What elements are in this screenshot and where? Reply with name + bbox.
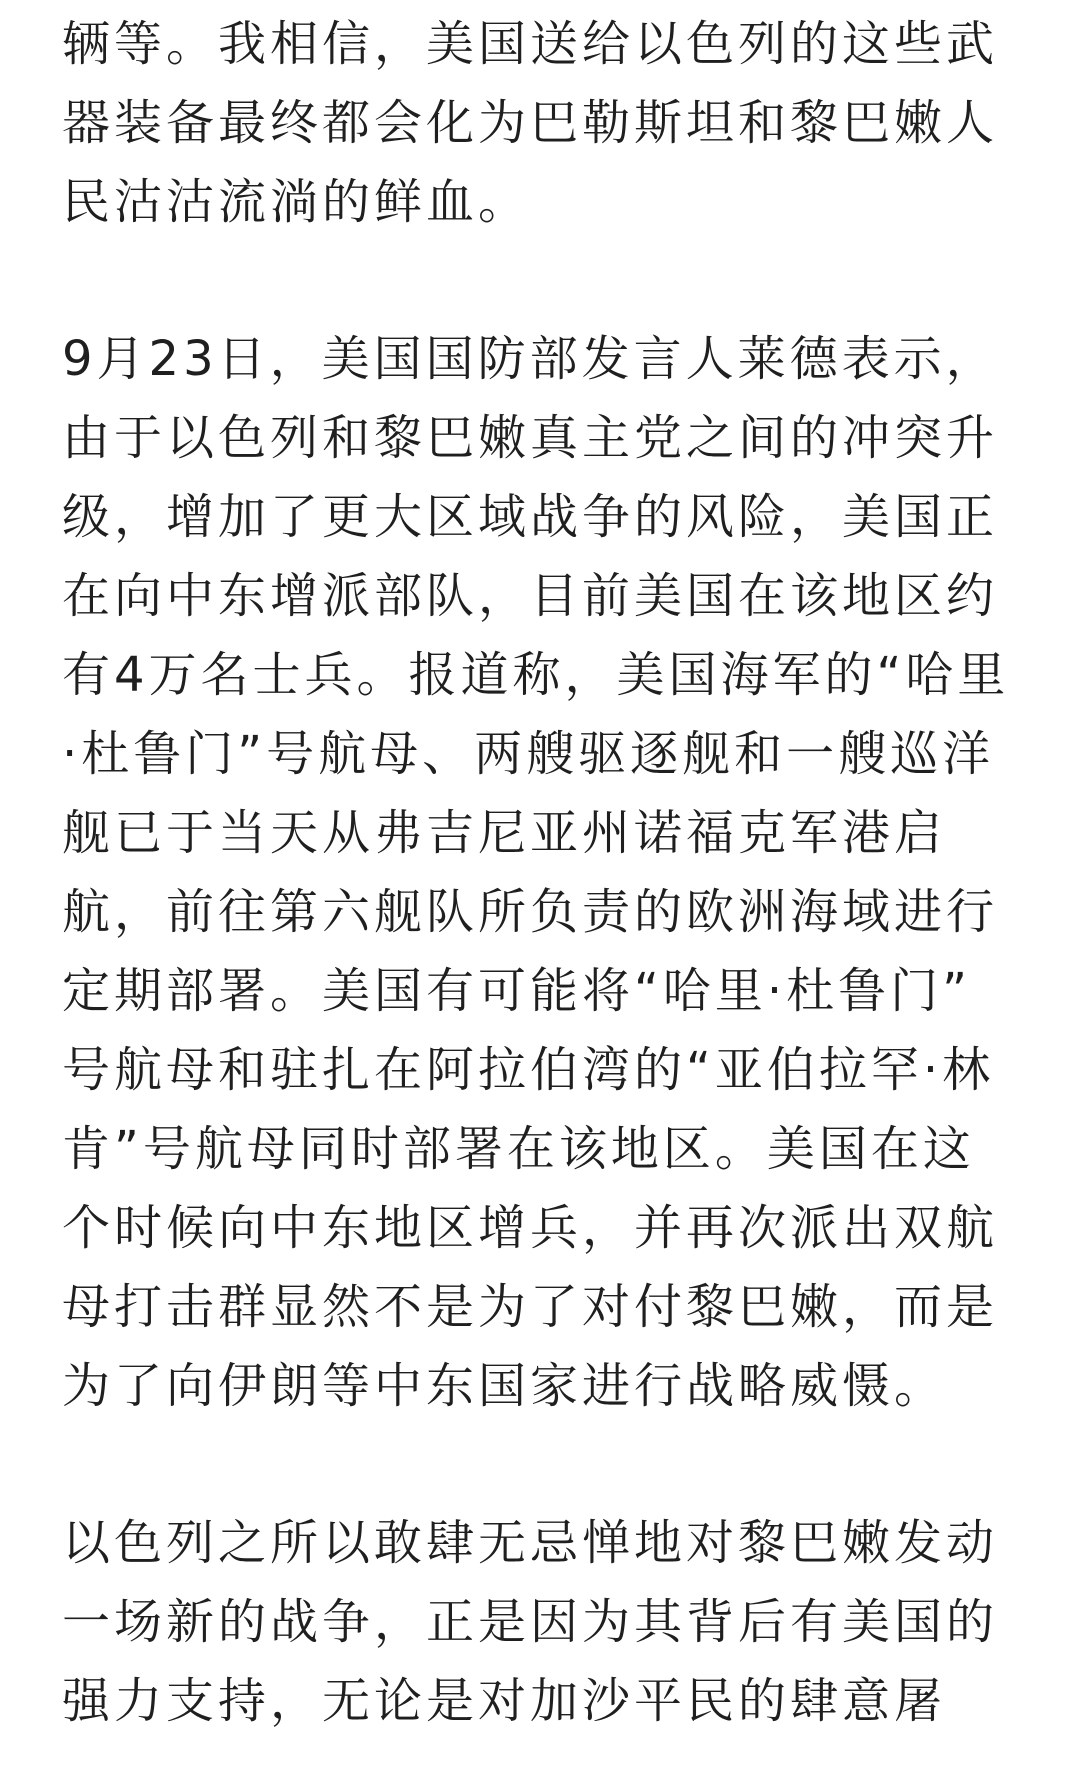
text-line: ·杜鲁门”号航母、两艘驱逐舰和一艘巡洋 xyxy=(62,726,995,782)
text-line: 强力支持，无论是对加沙平民的肆意屠 xyxy=(62,1673,947,1729)
text-line: 由于以色列和黎巴嫩真主党之间的冲突升 xyxy=(62,410,999,466)
text-line: 以色列之所以敢肆无忌惮地对黎巴嫩发动 xyxy=(62,1515,999,1571)
text-line: 在向中东增派部队，目前美国在该地区约 xyxy=(62,568,999,624)
text-line: 级，增加了更大区域战争的风险，美国正 xyxy=(62,489,999,545)
text-line: 民沽沽流淌的鲜血。 xyxy=(62,174,531,230)
text-line: 航，前往第六舰队所负责的欧洲海域进行 xyxy=(62,884,999,940)
text-line: 舰已于当天从弗吉尼亚州诺福克军港启 xyxy=(62,805,947,861)
text-line: 9月23日，美国国防部发言人莱德表示， xyxy=(62,331,998,387)
text-line: 肯”号航母同时部署在该地区。美国在这 xyxy=(62,1121,975,1177)
text-line: 定期部署。美国有可能将“哈里·杜鲁门” xyxy=(62,963,971,1019)
text-line: 为了向伊朗等中东国家进行战略威慑。 xyxy=(62,1358,947,1414)
text-line: 一场新的战争，正是因为其背后有美国的 xyxy=(62,1594,999,1650)
text-line: 个时候向中东地区增兵，并再次派出双航 xyxy=(62,1200,999,1256)
text-line: 有4万名士兵。报道称，美国海军的“哈里 xyxy=(62,647,1010,703)
text-line: 母打击群显然不是为了对付黎巴嫩，而是 xyxy=(62,1279,999,1335)
text-line: 器装备最终都会化为巴勒斯坦和黎巴嫩人 xyxy=(62,95,999,151)
text-line: 号航母和驻扎在阿拉伯湾的“亚伯拉罕·林 xyxy=(62,1042,995,1098)
text-line: 辆等。我相信，美国送给以色列的这些武 xyxy=(62,16,999,72)
